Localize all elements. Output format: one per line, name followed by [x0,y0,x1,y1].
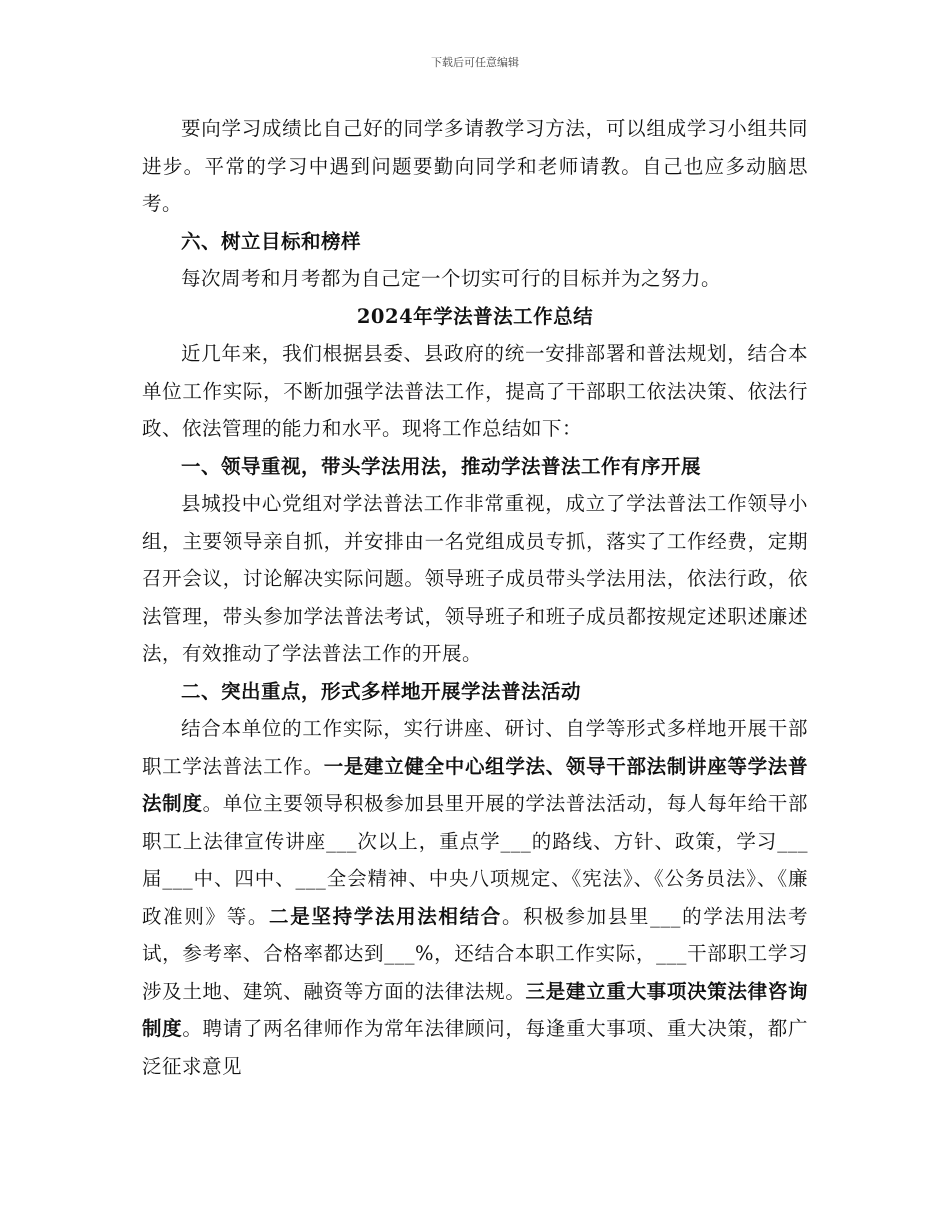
paragraph-intro: 近几年来，我们根据县委、县政府的统一安排部署和普法规划，结合本单位工作实际，不断加强学法普法工作，提高了干部职工依法决策、依法行政、依法管理的能力和水平。现将工作总结如下： [142,342,808,440]
document-title: 2024年学法普法工作总结 [356,304,594,328]
bold-point-one: 一是建立健全中心组学法、领导干部法制讲座等学法普法制度 [142,754,808,815]
text-run: 。聘请了两名律师作为常年法律顾问，每逢重大事项、重大决策，都广泛征求意见 [142,1017,808,1078]
paragraph-goals: 每次周考和月考都为自己定一个切实可行的目标并为之努力。 [181,267,722,290]
document-body [142,110,808,1085]
paragraph-study-method: 要向学习成绩比自己好的同学多请教学习方法，可以组成学习小组共同进步。平常的学习中遇到问题要勤向同学和老师请教。自己也应多动脑思考。 [142,117,808,215]
section-heading-one: 一、领导重视，带头学法用法，推动学法普法工作有序开展 [181,454,702,478]
bold-point-two: 二是坚持学法用法相结合 [269,904,502,928]
page-header: 下载后可任意编辑 [431,56,519,69]
paragraph-activities [142,710,808,1085]
section-heading-six: 六、树立目标和榜样 [181,229,362,253]
bold-point-three: 三是建立重大事项决策法律咨询制度 [142,979,808,1040]
section-heading-two: 二、突出重点，形式多样地开展学法普法活动 [181,679,582,703]
paragraph-leadership: 县城投中心党组对学法普法工作非常重视，成立了学法普法工作领导小组，主要领导亲自抓，并安排由一名党组成员专抓，落实了工作经费，定期召开会议，讨论解决实际问题。领导班子成员带头学法用法，依法行政，依法管理，带头参加学法普法考试，领导班子和班子成员都按规定述职述廉述法，有效推动了学法普法工作的开展。 [142,492,808,665]
text-run: 结合本单位的工作实际，实行讲座、研讨、自学等形式多样地开展干部职工学法普法工作。 [142,717,808,778]
text-run: 。积极参加县里___的学法用法考试，参考率、合格率都达到___%，还结合本职工作实际，___干部职工学习涉及土地、建筑、融资等方面的法律法规。 [142,904,808,1003]
text-run: 。单位主要领导积极参加县里开展的学法普法活动，每人每年给干部职工上法律宣传讲座___次以上，重点学___的路线、方针、政策，学习___届___中、四中、___全会精神、中央八项规定、《宪法》、《公务员法》、《廉政准则》等。 [142,792,808,928]
